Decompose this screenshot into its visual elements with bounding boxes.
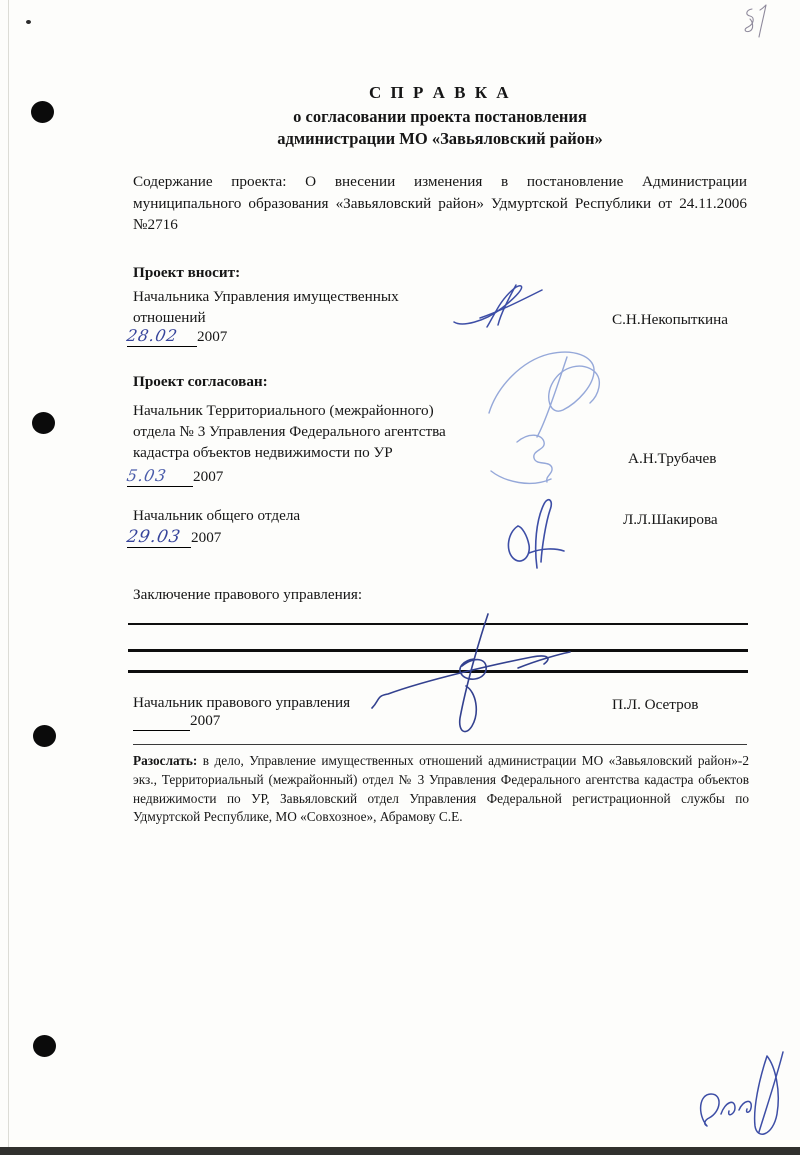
approver2-name: Л.Л.Шакирова <box>623 511 718 528</box>
document-subtitle-2: администрации МО «Завьяловский район» <box>277 129 603 148</box>
legal-head-name: П.Л. Осетров <box>612 696 699 713</box>
approver1-position <box>133 400 513 463</box>
approver2-date-row <box>127 527 221 548</box>
hole-punch <box>33 725 56 747</box>
distribution-text: в дело, Управление имущественных отношений администрации МО «Завьяловский район»-2 экз., Территориальный (межрайонный) отдел № 3 Управления Федерального агентства кадастра объектов недвижимости по УР, Завьяловский отдел Управления Федеральной регистрационной службы по Удмуртской Республике, МО «Совхозное», Абрамову С.Е. <box>133 753 749 825</box>
date-underline <box>127 326 197 347</box>
legal-head-position: Начальник правового управления <box>133 694 351 711</box>
approver1-position-line2: отдела № 3 Управления Федерального агентства <box>133 423 446 440</box>
handwritten-date: 5.03 <box>125 466 169 485</box>
date-year: 2007 <box>197 328 228 345</box>
signature-osetrov <box>366 612 576 750</box>
scan-left-edge <box>8 0 9 1155</box>
hole-punch <box>33 1035 56 1057</box>
hole-punch <box>31 101 54 123</box>
approver1-position-line1: Начальник Территориального (межрайонного) <box>133 402 434 419</box>
date-year: 2007 <box>190 712 221 729</box>
document-subtitle-1: о согласовании проекта постановления <box>293 107 587 126</box>
date-underline <box>133 712 190 731</box>
signature-shakirova <box>496 496 574 574</box>
document-title: С П Р А В К А <box>368 83 512 102</box>
submitter-position-line2: отношений <box>133 309 206 326</box>
submitter-heading: Проект вносит: <box>133 264 241 281</box>
submitter-position-line1: Начальника Управления имущественных <box>133 288 399 305</box>
date-underline <box>127 527 191 548</box>
submitter-date-row <box>127 326 227 347</box>
scan-bottom-edge <box>0 1147 800 1155</box>
signature-trubachev <box>487 349 629 495</box>
distribution-label: Разослать: <box>133 753 198 768</box>
handwritten-date: 28.02 <box>125 326 180 345</box>
date-year: 2007 <box>193 468 224 485</box>
signature-corner <box>693 1050 795 1146</box>
approver1-name: А.Н.Трубачев <box>628 450 717 467</box>
agreed-heading: Проект согласован: <box>133 373 268 390</box>
date-underline <box>127 466 193 487</box>
distribution-paragraph <box>133 752 749 827</box>
handwritten-date: 29.03 <box>125 527 183 547</box>
page-number-note <box>738 2 782 42</box>
legal-conclusion-label: Заключение правового управления: <box>133 586 363 603</box>
ink-speck <box>26 20 31 24</box>
approver1-position-line3: кадастра объектов недвижимости по УР <box>133 444 393 461</box>
signature-nekopytkina <box>450 281 565 335</box>
distribution-divider <box>133 744 747 745</box>
project-summary: Содержание проекта: О внесении изменения в постановление Администрации муниципального образования «Завьяловский район» Удмуртской Республики от 24.11.2006 №2716 <box>133 173 747 234</box>
approver2-position: Начальник общего отдела <box>133 507 301 524</box>
date-year: 2007 <box>191 529 222 546</box>
approver1-date-row <box>127 466 223 487</box>
legal-date-row <box>133 712 220 731</box>
hole-punch <box>32 412 55 434</box>
submitter-name: С.Н.Некопыткина <box>612 311 728 328</box>
